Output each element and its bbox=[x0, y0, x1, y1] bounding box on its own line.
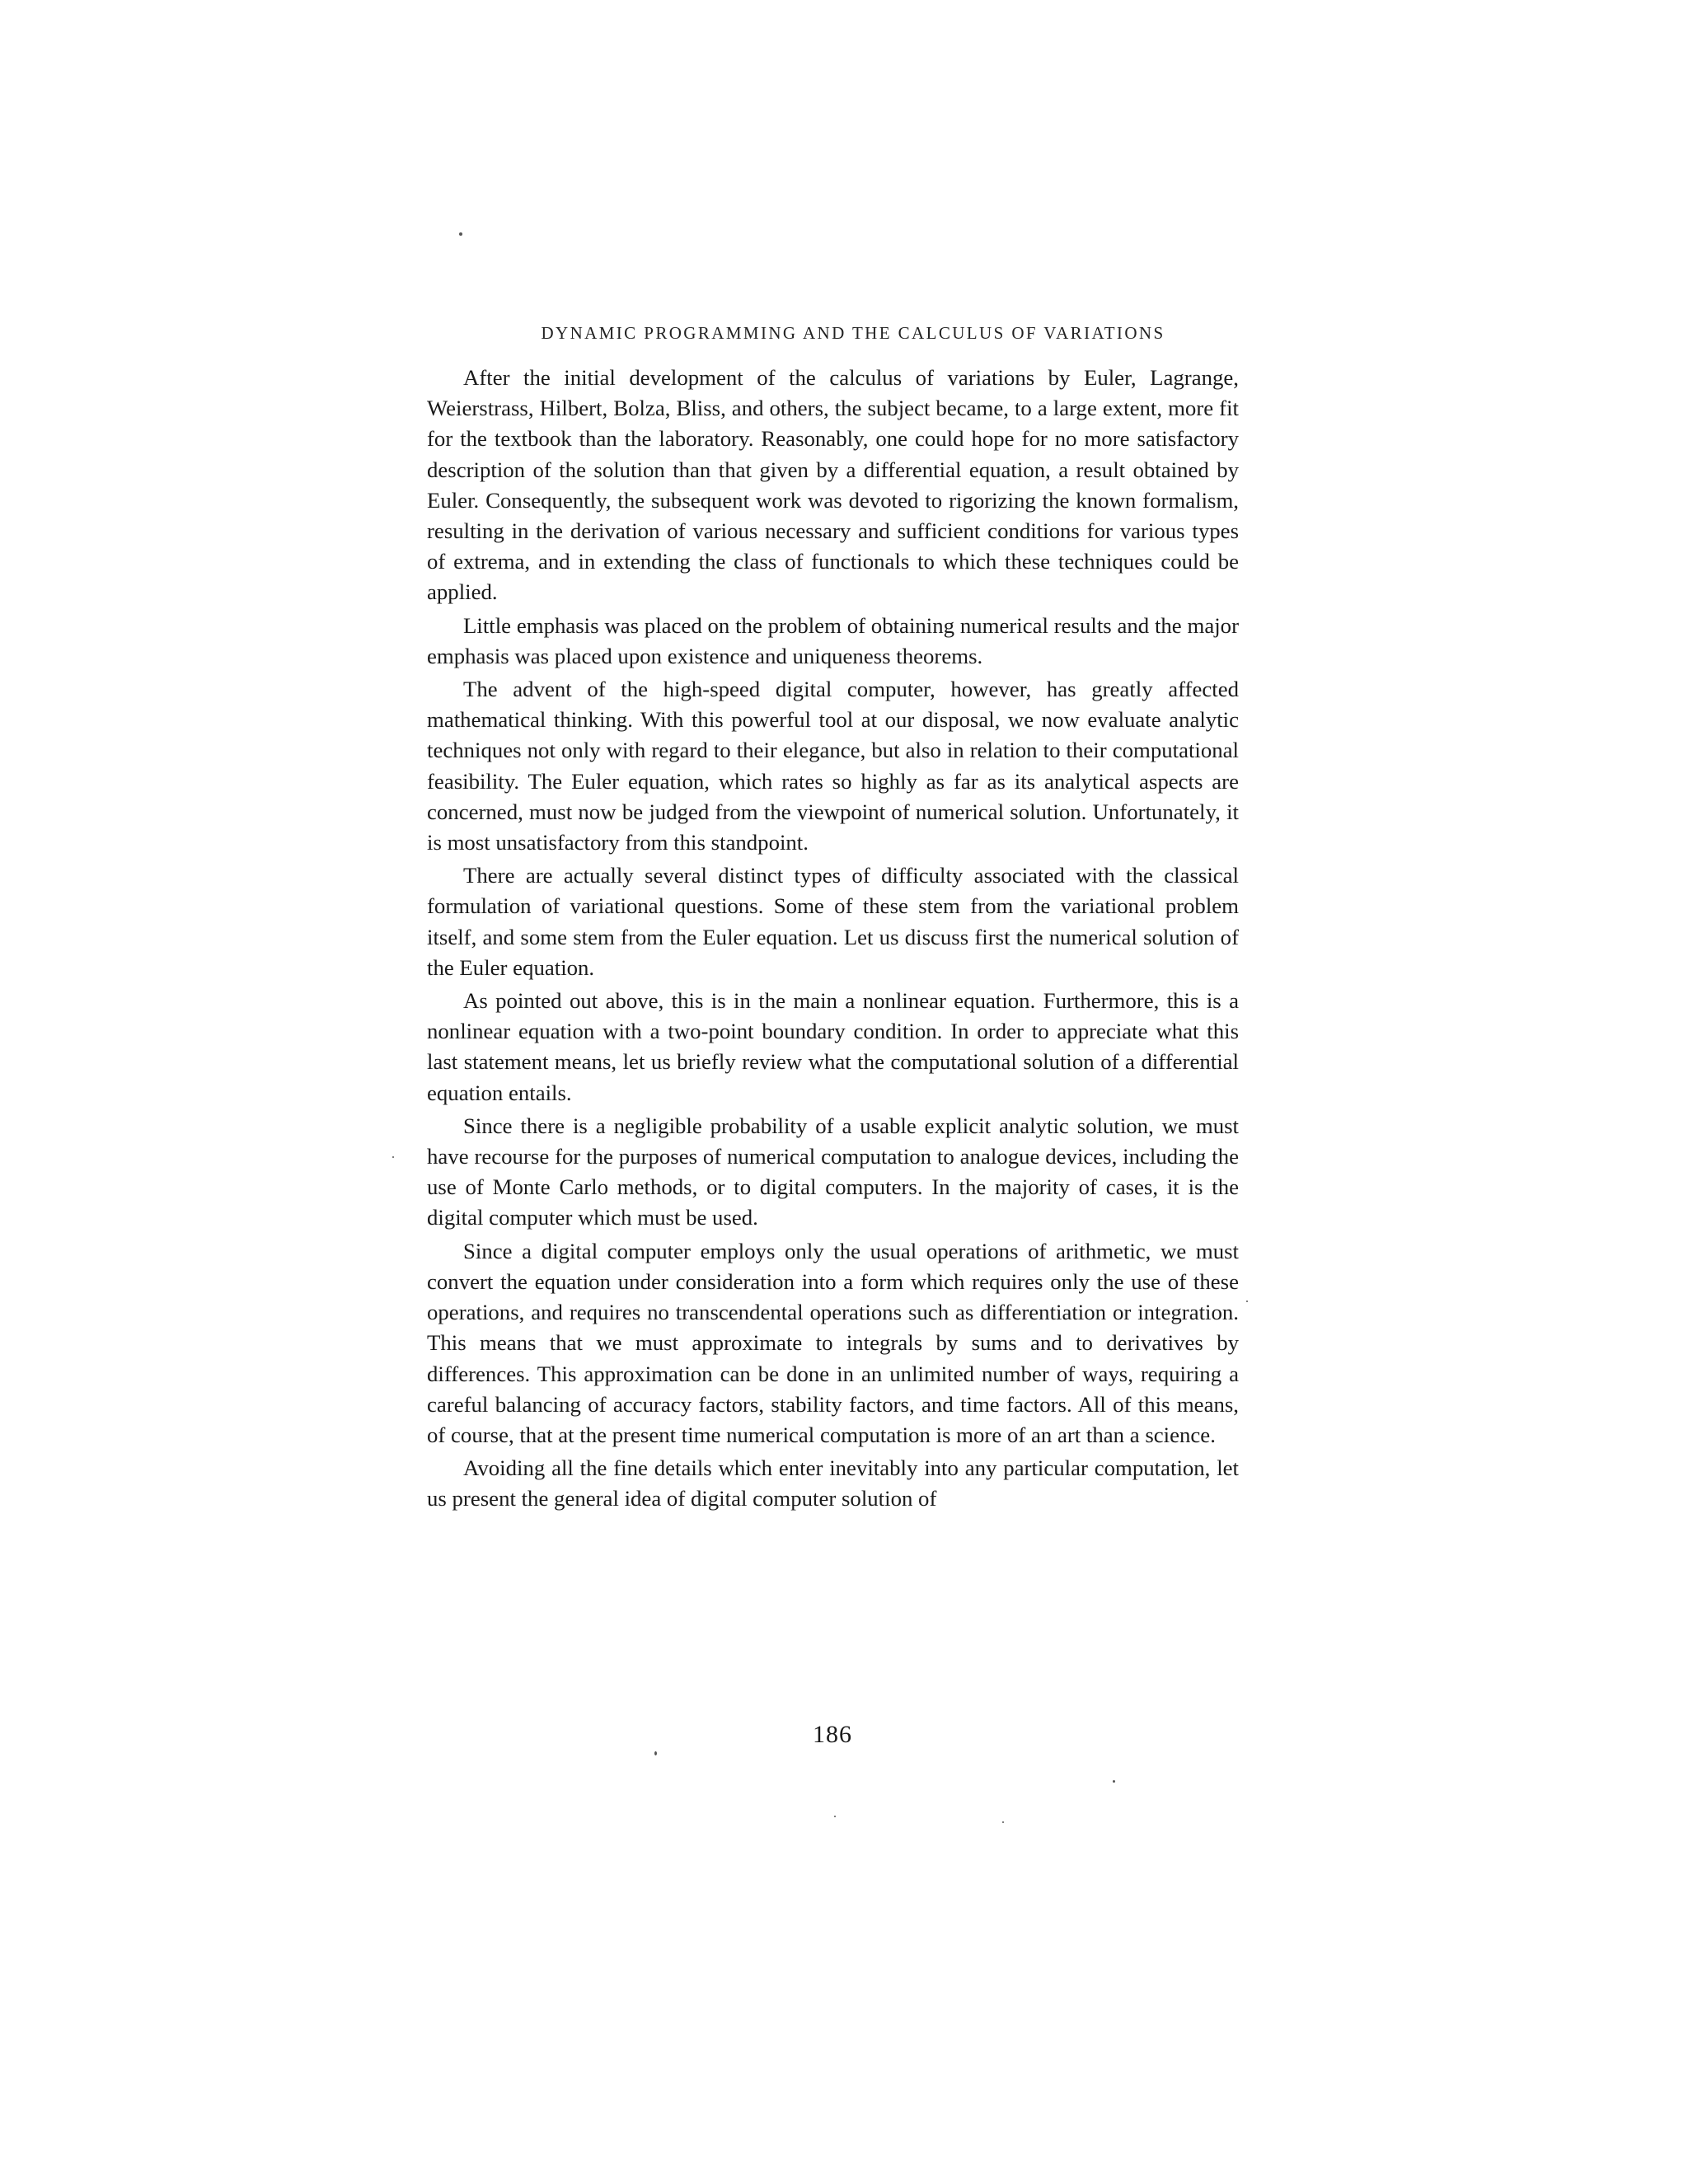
scan-speck bbox=[654, 1751, 657, 1755]
paragraph: Since there is a negligible probability of a usable explicit analytic solution, we must have recourse for the purposes of numerical computation to analogue devices, including the use of Monte Carlo methods, or to digital computers. In the majority of cases, it is the digital computer which must be used. bbox=[427, 1113, 1239, 1230]
page-number: 186 bbox=[813, 1721, 852, 1748]
paragraph: Little emphasis was placed on the problem of obtaining numerical results and the major emphasis was placed upon existence and uniqueness theorems. bbox=[427, 612, 1239, 668]
paragraph: Since a digital computer employs only the usual operations of arithmetic, we must convert the equation under consideration into a form which requires only the use of these operations, and requires no transcendental operations such as differentiation or integration. This means that we must approximate to integrals by sums and to derivatives by differences. This approximation can be done in an unlimited number of ways, requiring a careful balancing of accuracy factors, stability factors, and time factors. All of this means, of course, that at the present time numerical computation is more of an art than a science. bbox=[427, 1238, 1239, 1447]
running-head: DYNAMIC PROGRAMMING AND THE CALCULUS OF VARIATIONS bbox=[541, 323, 1165, 343]
body-text bbox=[427, 363, 1239, 1517]
scan-speck bbox=[1113, 1780, 1115, 1783]
paragraph: There are actually several distinct types of difficulty associated with the classical formulation of variational questions. Some of these stem from the variational problem itself, and some stem from the Euler equation. Let us discuss first the numerical solution of the Euler equation. bbox=[427, 863, 1239, 980]
scan-speck bbox=[834, 1816, 836, 1817]
paragraph: The advent of the high-speed digital computer, however, has greatly affected mathematical thinking. With this powerful tool at our disposal, we now evaluate analytic techniques not only with regard to their elegance, but also in relation to their computational feasibility. The Euler equation, which rates so highly as far as its analytical aspects are concerned, must now be judged from the viewpoint of numerical solution. Unfortunately, it is most unsatisfactory from this standpoint. bbox=[427, 677, 1239, 855]
paragraph: Avoiding all the fine details which enter inevitably into any particular computation, let us present the general idea of digital computer solution of bbox=[427, 1455, 1239, 1511]
paragraph: As pointed out above, this is in the main a nonlinear equation. Furthermore, this is a nonlinear equation with a two-point boundary condition. In order to appreciate what this last statement means, let us briefly review what the computational solution of a differential equation entails. bbox=[427, 988, 1239, 1105]
scan-speck bbox=[1002, 1821, 1004, 1823]
paragraph: After the initial development of the calculus of variations by Euler, Lagrange, Weierstrass, Hilbert, Bolza, Bliss, and others, the subject became, to a large extent, more fit for the textbook than the laboratory. Reasonably, one could hope for no more satisfactory description of the solution than that given by a differential equation, a result obtained by Euler. Consequently, the subsequent work was devoted to rigorizing the known formalism, resulting in the derivation of various necessary and sufficient conditions for various types of extrema, and in extending the class of functionals to which these techniques could be applied. bbox=[427, 365, 1239, 605]
scan-speck bbox=[392, 1156, 394, 1158]
scan-speck bbox=[1246, 1301, 1248, 1302]
scan-speck bbox=[459, 232, 462, 236]
